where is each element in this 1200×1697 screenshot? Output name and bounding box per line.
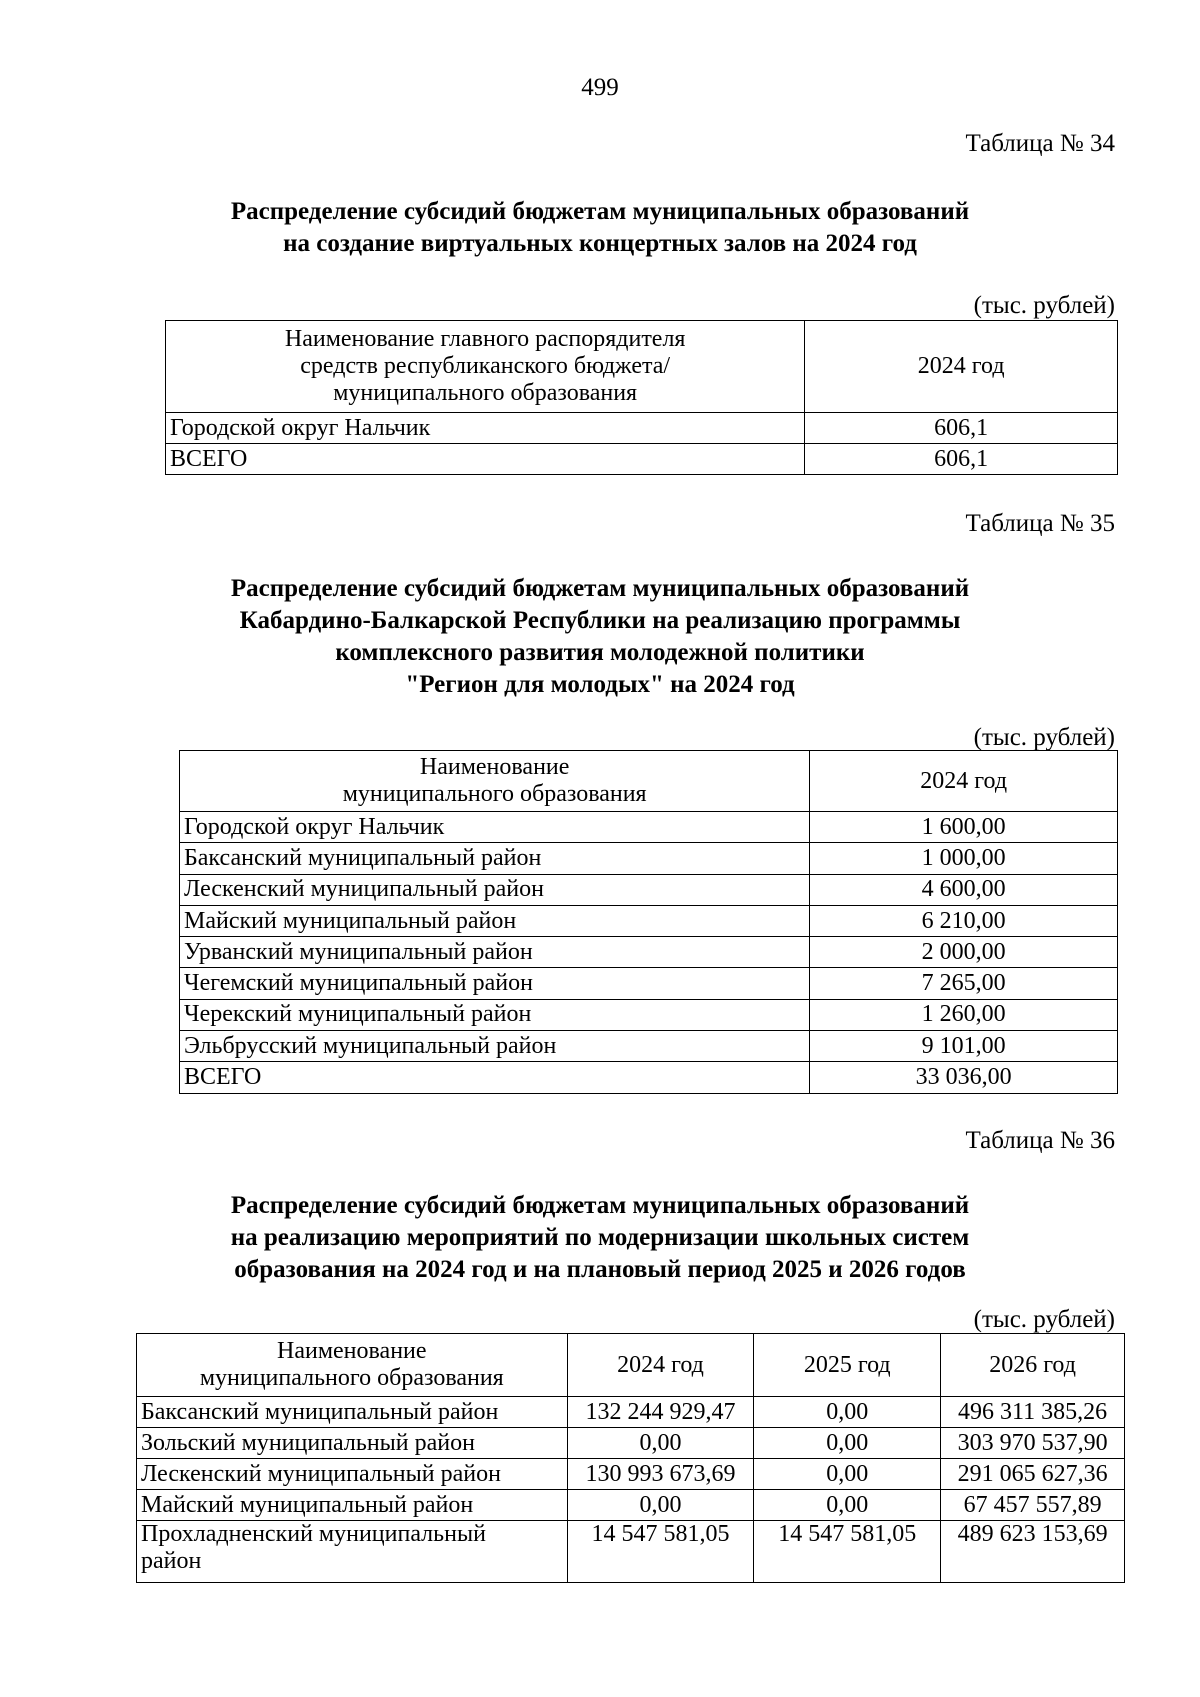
row-value-2024: 1 260,00	[810, 999, 1118, 1030]
row-name: Баксанский муниципальный район	[137, 1397, 568, 1428]
row-name: ВСЕГО	[180, 1062, 810, 1093]
table-header-row	[166, 321, 1118, 413]
table-header-row	[180, 751, 1118, 812]
table-row	[180, 874, 1118, 905]
table-row	[180, 905, 1118, 936]
table-35-label: Таблица № 35	[965, 510, 1115, 537]
row-value-2024: 1 000,00	[810, 843, 1118, 874]
row-name: Эльбрусский муниципальный район	[180, 1031, 810, 1062]
table-row	[137, 1521, 1125, 1583]
row-value-2024: 2 000,00	[810, 937, 1118, 968]
row-name: Чегемский муниципальный район	[180, 968, 810, 999]
row-value-2024: 6 210,00	[810, 905, 1118, 936]
table-36	[136, 1333, 1125, 1583]
table-row	[180, 937, 1118, 968]
table-36-label: Таблица № 36	[965, 1127, 1115, 1154]
row-value-2024: 4 600,00	[810, 874, 1118, 905]
header-2026: 2026 год	[941, 1334, 1125, 1397]
table-header-row	[137, 1334, 1125, 1397]
row-value-2024: 0,00	[567, 1490, 754, 1521]
row-value-2024: 130 993 673,69	[567, 1459, 754, 1490]
table-row	[137, 1459, 1125, 1490]
row-value-2026: 489 623 153,69	[941, 1521, 1125, 1583]
table-35-unit: (тыс. рублей)	[973, 724, 1115, 751]
table-34	[165, 320, 1118, 475]
row-name: Городской округ Нальчик	[166, 413, 805, 444]
header-2024: 2024 год	[805, 321, 1118, 413]
table-row	[137, 1428, 1125, 1459]
row-name: ВСЕГО	[166, 444, 805, 475]
row-value-2025: 0,00	[754, 1428, 941, 1459]
row-value-2026: 291 065 627,36	[941, 1459, 1125, 1490]
page-number: 499	[581, 74, 619, 101]
table-row	[180, 1062, 1118, 1093]
row-name: Лескенский муниципальный район	[137, 1459, 568, 1490]
row-name: Черекский муниципальный район	[180, 999, 810, 1030]
table-36-unit: (тыс. рублей)	[973, 1306, 1115, 1333]
row-value-2025: 0,00	[754, 1397, 941, 1428]
row-name: Зольский муниципальный район	[137, 1428, 568, 1459]
row-value-2024: 132 244 929,47	[567, 1397, 754, 1428]
row-value-2025: 0,00	[754, 1490, 941, 1521]
row-value-2024: 0,00	[567, 1428, 754, 1459]
row-name: Майский муниципальный район	[180, 905, 810, 936]
table-row	[180, 843, 1118, 874]
table-34-unit: (тыс. рублей)	[973, 292, 1115, 319]
header-2024: 2024 год	[567, 1334, 754, 1397]
row-name: Майский муниципальный район	[137, 1490, 568, 1521]
header-name: Наименование муниципального образования	[137, 1334, 568, 1397]
row-value-2026: 496 311 385,26	[941, 1397, 1125, 1428]
row-value-2026: 67 457 557,89	[941, 1490, 1125, 1521]
table-36-title: Распределение субсидий бюджетам муниципальных образований на реализацию мероприятий по модернизации школьных систем образования на 2024 год и на плановый период 2025 и 2026 годов	[230, 1192, 970, 1283]
table-row	[180, 1031, 1118, 1062]
header-name: Наименование главного распорядителя средств республиканского бюджета/ муниципального образования	[166, 321, 805, 413]
row-value-2024: 1 600,00	[810, 812, 1118, 843]
row-value-2024: 7 265,00	[810, 968, 1118, 999]
row-name: Урванский муниципальный район	[180, 937, 810, 968]
row-value-2024: 606,1	[805, 413, 1118, 444]
row-name: Прохладненский муниципальный район	[137, 1521, 568, 1583]
header-2024: 2024 год	[810, 751, 1118, 812]
row-value-2025: 0,00	[754, 1459, 941, 1490]
row-name: Баксанский муниципальный район	[180, 843, 810, 874]
row-value-2024: 33 036,00	[810, 1062, 1118, 1093]
table-row	[180, 968, 1118, 999]
table-row	[137, 1490, 1125, 1521]
row-value-2025: 14 547 581,05	[754, 1521, 941, 1583]
table-row	[180, 999, 1118, 1030]
header-2025: 2025 год	[754, 1334, 941, 1397]
row-name: Городской округ Нальчик	[180, 812, 810, 843]
row-value-2024: 14 547 581,05	[567, 1521, 754, 1583]
header-name: Наименование муниципального образования	[180, 751, 810, 812]
table-row	[180, 812, 1118, 843]
table-row	[166, 444, 1118, 475]
table-row	[166, 413, 1118, 444]
row-value-2026: 303 970 537,90	[941, 1428, 1125, 1459]
row-value-2024: 606,1	[805, 444, 1118, 475]
table-35	[179, 750, 1118, 1094]
table-row	[137, 1397, 1125, 1428]
table-34-label: Таблица № 34	[965, 130, 1115, 157]
row-value-2024: 9 101,00	[810, 1031, 1118, 1062]
table-34-title: Распределение субсидий бюджетам муниципальных образований на создание виртуальных концертных залов на 2024 год	[230, 198, 970, 257]
table-35-title: Распределение субсидий бюджетам муниципальных образований Кабардино-Балкарской Республики на реализацию программы комплексного развития молодежной политики "Регион для молодых" на 2024 год	[230, 575, 970, 698]
row-name: Лескенский муниципальный район	[180, 874, 810, 905]
